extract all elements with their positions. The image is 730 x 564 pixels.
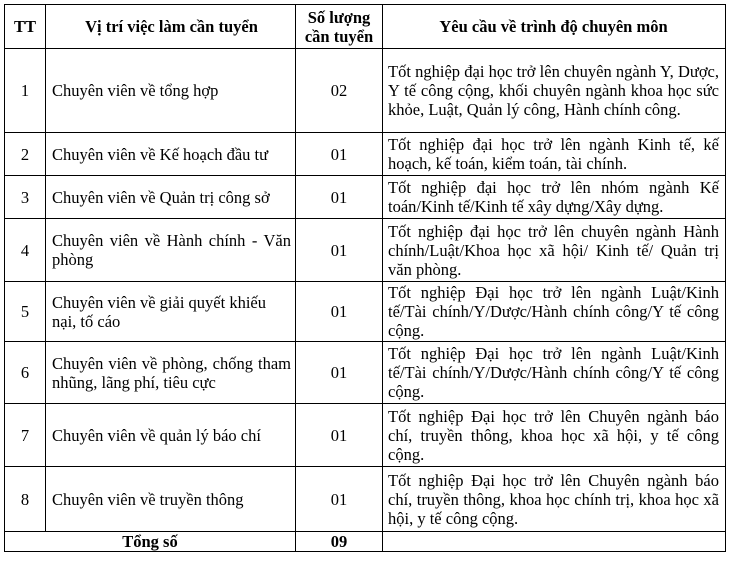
table-header-row <box>5 5 726 49</box>
row-tt: 8 <box>5 467 46 532</box>
table-row <box>5 219 726 282</box>
row-requirement: Tốt nghiệp đại học trở lên chuyên ngành Y, Dược, Y tế công cộng, khối chuyên ngành khoa học sức khỏe, Luật, Quản lý công, Hành chính công. <box>383 49 726 133</box>
row-position: Chuyên viên về Kế hoạch đầu tư <box>46 133 296 176</box>
header-tt: TT <box>5 5 46 49</box>
row-quantity: 01 <box>296 176 383 219</box>
recruitment-table <box>4 4 726 552</box>
row-tt: 2 <box>5 133 46 176</box>
row-requirement: Tốt nghiệp Đại học trở lên ngành Luật/Kinh tế/Tài chính/Y/Dược/Hành chính công/Y tế công cộng. <box>383 282 726 342</box>
row-requirement: Tốt nghiệp Đại học trở lên Chuyên ngành báo chí, truyền thông, khoa học xã hội, y tế công cộng. <box>383 404 726 467</box>
table-row <box>5 404 726 467</box>
row-requirement: Tốt nghiệp đại học trở lên nhóm ngành Kế toán/Kinh tế/Kinh tế xây dựng/Xây dựng. <box>383 176 726 219</box>
row-tt: 5 <box>5 282 46 342</box>
table-row <box>5 467 726 532</box>
row-quantity: 01 <box>296 342 383 404</box>
row-tt: 4 <box>5 219 46 282</box>
row-position: Chuyên viên về quản lý báo chí <box>46 404 296 467</box>
total-empty-cell <box>383 532 726 552</box>
table-row <box>5 282 726 342</box>
table-row <box>5 342 726 404</box>
row-position: Chuyên viên về giải quyết khiếu nại, tố cáo <box>46 282 296 342</box>
header-position: Vị trí việc làm cần tuyển <box>46 5 296 49</box>
row-quantity: 01 <box>296 467 383 532</box>
row-requirement: Tốt nghiệp đại học trở lên chuyên ngành Hành chính/Luật/Khoa học xã hội/ Kinh tế/ Quản trị văn phòng. <box>383 219 726 282</box>
row-tt: 1 <box>5 49 46 133</box>
table-row <box>5 49 726 133</box>
row-requirement: Tốt nghiệp Đại học trở lên Chuyên ngành báo chí, truyền thông, khoa học chính trị, khoa học xã hội, y tế công cộng. <box>383 467 726 532</box>
row-quantity: 01 <box>296 219 383 282</box>
row-tt: 6 <box>5 342 46 404</box>
table-row <box>5 176 726 219</box>
row-position: Chuyên viên về phòng, chống tham nhũng, lãng phí, tiêu cực <box>46 342 296 404</box>
header-requirement: Yêu cầu về trình độ chuyên môn <box>383 5 726 49</box>
row-quantity: 01 <box>296 282 383 342</box>
total-row <box>5 532 726 552</box>
row-position: Chuyên viên về Quản trị công sở <box>46 176 296 219</box>
header-quantity: Số lượng cần tuyển <box>296 5 383 49</box>
row-quantity: 01 <box>296 133 383 176</box>
row-tt: 3 <box>5 176 46 219</box>
row-requirement: Tốt nghiệp đại học trở lên ngành Kinh tế, kế hoạch, kế toán, kiểm toán, tài chính. <box>383 133 726 176</box>
row-position: Chuyên viên về Hành chính - Văn phòng <box>46 219 296 282</box>
total-label: Tổng số <box>5 532 296 552</box>
row-requirement: Tốt nghiệp Đại học trở lên ngành Luật/Kinh tế/Tài chính/Y/Dược/Hành chính công/Y tế công cộng. <box>383 342 726 404</box>
table-row <box>5 133 726 176</box>
row-quantity: 01 <box>296 404 383 467</box>
document-page <box>4 4 726 552</box>
row-position: Chuyên viên về truyền thông <box>46 467 296 532</box>
row-tt: 7 <box>5 404 46 467</box>
row-quantity: 02 <box>296 49 383 133</box>
row-position: Chuyên viên về tổng hợp <box>46 49 296 133</box>
total-quantity: 09 <box>296 532 383 552</box>
